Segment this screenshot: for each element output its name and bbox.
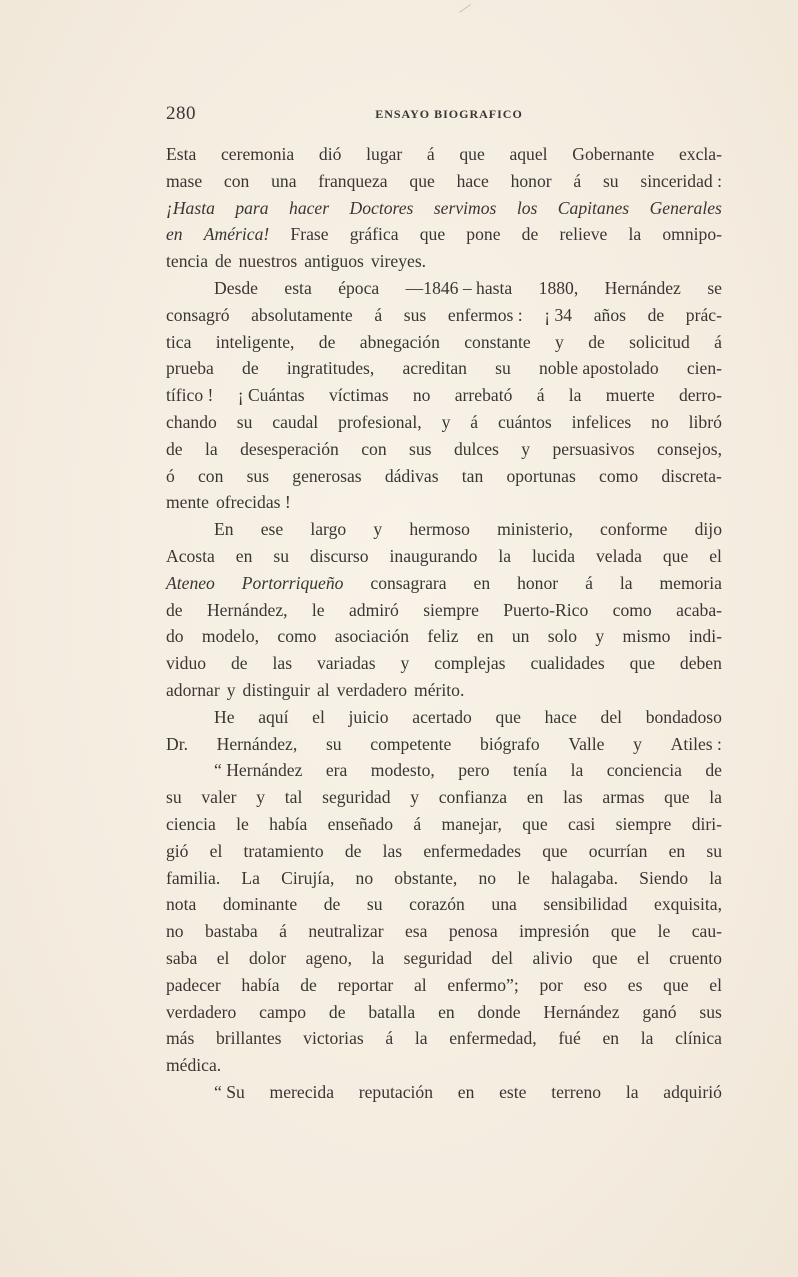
text-line: tífico ! ¡ Cuántas víctimas no arrebató á la muerte derro- <box>166 385 722 406</box>
text-line: viduo de las variadas y complejas cualidades que deben <box>166 653 722 674</box>
text-line: En ese largo y hermoso ministerio, conforme dijo <box>214 519 722 540</box>
text-line: prueba de ingratitudes, acreditan su noble apostolado cien- <box>166 358 722 379</box>
text-line: tencia de nuestros antiguos vireyes. <box>166 251 427 272</box>
text-line: Esta ceremonia dió lugar á que aquel Gobernante excla- <box>166 144 722 164</box>
text-line: nota dominante de su corazón una sensibilidad exquisita, <box>166 894 722 915</box>
text-line: en América! Frase gráfica que pone de relieve la omnipo- <box>166 224 722 245</box>
text-line: “ Su merecida reputación en este terreno la adquirió <box>214 1081 722 1102</box>
text-line: de la desesperación con sus dulces y persuasivos consejos, <box>166 438 722 459</box>
text-line: mase con una franqueza que hace honor á su sinceridad : <box>166 170 722 191</box>
text-line: médica. <box>166 1055 222 1076</box>
running-head <box>166 103 722 127</box>
text-line: adornar y distinguir al verdadero mérito. <box>166 679 465 700</box>
text-line: consagró absolutamente á sus enfermos : ¡ 34 años de prác- <box>166 304 722 325</box>
ink-mark <box>459 4 471 13</box>
text-line: familia. La Cirujía, no obstante, no le halagaba. Siendo la <box>166 867 722 888</box>
text-line: padecer había de reportar al enfermo”; por eso es que el <box>166 974 722 995</box>
text-line: de Hernández, le admiró siempre Puerto-Rico como acaba- <box>166 599 722 620</box>
text-line: tica inteligente, de abnegación constante y de solicitud á <box>166 331 722 352</box>
text-line: Dr. Hernández, su competente biógrafo Valle y Atiles : <box>166 733 722 754</box>
text-line: ó con sus generosas dádivas tan oportunas como discreta- <box>166 465 722 486</box>
text-line: más brillantes victorias á la enfermedad, fué en la clínica <box>166 1028 722 1049</box>
text-line: do modelo, como asociación feliz en un solo y mismo indi- <box>166 626 722 647</box>
body-text <box>166 141 722 1106</box>
text-line: su valer y tal seguridad y confianza en las armas que la <box>166 787 722 808</box>
text-line: ciencia le había enseñado á manejar, que casi siempre diri- <box>166 813 722 834</box>
text-line: ¡Hasta para hacer Doctores servimos los Capitanes Generales <box>166 197 722 218</box>
text-line: saba el dolor ageno, la seguridad del alivio que el cruento <box>166 947 722 968</box>
text-line: Desde esta época —1846 – hasta 1880, Hernández se <box>214 277 722 298</box>
text-line: mente ofrecidas ! <box>166 492 291 513</box>
text-line: “ Hernández era modesto, pero tenía la conciencia de <box>214 760 722 781</box>
text-line: Ateneo Portorriqueño consagrara en honor á la memoria <box>166 572 722 593</box>
text-line: Acosta en su discurso inaugurando la lucida velada que el <box>166 545 722 566</box>
page-number: 280 <box>166 103 196 124</box>
text-line: gió el tratamiento de las enfermedades que ocurrían en su <box>166 840 722 861</box>
running-title: ENSAYO BIOGRAFICO <box>375 107 523 121</box>
text-line: chando su caudal profesional, y á cuántos infelices no libró <box>166 411 722 432</box>
text-line: He aquí el juicio acertado que hace del bondadoso <box>214 706 722 727</box>
text-line: no bastaba á neutralizar esa penosa impresión que le cau- <box>166 921 722 942</box>
text-line: verdadero campo de batalla en donde Hernández ganó sus <box>166 1001 722 1022</box>
